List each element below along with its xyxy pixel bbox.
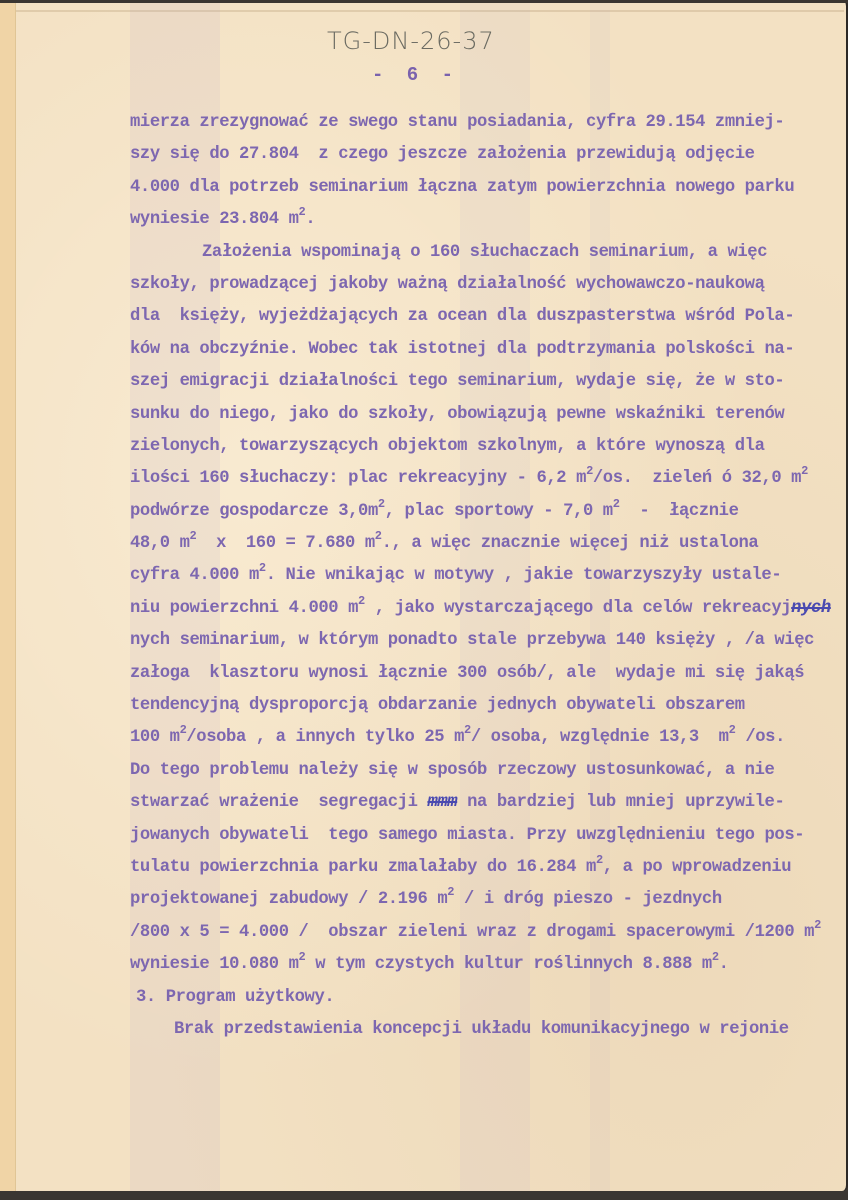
superscript: 2 [358, 593, 365, 608]
text-line [130, 722, 845, 754]
line-text: niu powierzchni 4.000 m [130, 598, 359, 618]
line-text: x 160 = 7.680 m [196, 534, 375, 554]
line-text: 48,0 m [130, 534, 190, 554]
text-line [130, 658, 845, 690]
superscript: 2 [298, 950, 306, 965]
line-text: / osoba, względnie 13,3 m [470, 728, 729, 748]
text-line [130, 204, 845, 236]
superscript: 2 [586, 464, 593, 479]
line-text: tulatu powierzchnia parku zmalałaby do 16.284 m [130, 857, 596, 877]
superscript: 2 [595, 852, 603, 867]
text-line [130, 334, 845, 366]
text-line [130, 431, 845, 463]
typed-body-text [130, 107, 845, 1046]
text-line [130, 755, 845, 787]
line-text: 3. Program użytkowy. [136, 987, 335, 1007]
line-text: zielonych, towarzyszących objektom szkolnym, a które wynoszą dla [130, 436, 765, 456]
line-text: , jako wystarczającego dla celów rekreacyj [364, 598, 792, 618]
text-line [130, 269, 845, 301]
struck-out-word: mmm [427, 793, 458, 813]
superscript: 2 [179, 723, 187, 738]
line-text: wyniesie 23.804 m [130, 210, 299, 230]
line-text: 4.000 dla potrzeb seminarium łączna zatym powierzchnia nowego parku [130, 177, 795, 197]
text-line [130, 917, 845, 949]
line-text: . [718, 955, 729, 975]
line-text: sunku do niego, jako do szkoły, obowiązują pewne wskaźniki terenów [130, 404, 785, 424]
text-line [130, 107, 845, 139]
line-text: wyniesie 10.080 m [130, 955, 299, 975]
line-text: - łącznie [619, 501, 739, 521]
line-text: /os. zieleń ó 32,0 m [592, 469, 802, 489]
line-text: Brak przedstawienia koncepcji układu komunikacyjnego w rejonie [174, 1019, 789, 1039]
superscript: 2 [464, 723, 471, 738]
text-line [130, 593, 845, 625]
text-line [130, 625, 845, 657]
text-line [130, 463, 845, 495]
line-text: szkoły, prowadzącej jakoby ważną działalność wychowawczo-naukową [130, 274, 765, 294]
superscript: 2 [612, 496, 620, 511]
line-text: załoga klasztoru wynosi łącznie 300 osób/, ale wydaje mi się jakąś [130, 663, 805, 683]
text-line [130, 884, 845, 916]
line-text: jowanych obywateli tego samego miasta. Przy uwzględnieniu tego pos- [130, 825, 805, 845]
archive-reference: TG-DN-26-37 [327, 27, 495, 55]
line-text: szej emigracji działalności tego seminarium, wydaje się, że w sto- [130, 372, 785, 392]
superscript: 2 [814, 917, 821, 932]
struck-out-suffix: nych [791, 598, 831, 618]
line-text: , a po wprowadzeniu [602, 857, 792, 877]
line-text: . [305, 210, 316, 230]
superscript: 2 [374, 529, 382, 544]
text-line [130, 496, 845, 528]
text-line [130, 820, 845, 852]
line-text: nych seminarium, w którym ponadto stale przebywa 140 księży , /a więc [130, 631, 815, 651]
text-line [130, 237, 845, 269]
text-line [130, 690, 845, 722]
superscript: 2 [711, 950, 719, 965]
line-text: /800 x 5 = 4.000 / obszar zieleni wraz z drogami spacerowymi /1200 m [130, 922, 815, 942]
line-text: , plac sportowy - 7,0 m [384, 501, 613, 521]
line-text: szy się do 27.804 z czego jeszcze założenia przewidują odjęcie [130, 145, 755, 165]
line-text: /osoba , a innych tylko 25 m [186, 728, 464, 748]
text-line [130, 301, 845, 333]
page-binding-edge [0, 0, 16, 1191]
line-text: tendencyjną dysproporcją obdarzanie jednych obywateli obszarem [130, 696, 745, 716]
line-text: ., a więc znacznie więcej niż ustalona [381, 534, 759, 554]
text-line [130, 399, 845, 431]
text-line [130, 366, 845, 398]
text-line [130, 528, 845, 560]
line-text: na bardziej lub mniej uprzywile- [457, 793, 785, 813]
line-text: /os. [735, 728, 785, 748]
line-text: . Nie wnikając w motywy , jakie towarzyszyły ustale- [265, 566, 782, 586]
line-text: dla księży, wyjeżdżających za ocean dla duszpasterstwa wśród Pola- [130, 307, 795, 327]
line-text: cyfra 4.000 m [130, 566, 259, 586]
superscript: 2 [447, 885, 455, 900]
text-line [130, 172, 845, 204]
superscript: 2 [377, 496, 385, 511]
line-text: ilości 160 słuchaczy: plac rekreacyjny - 6,2 m [130, 469, 587, 489]
superscript: 2 [298, 205, 306, 220]
scanner-edge [0, 0, 848, 3]
line-text: 100 m [130, 728, 180, 748]
line-text: Do tego problemu należy się w sposób rzeczowy ustosunkować, a nie [130, 760, 775, 780]
line-text: / i dróg pieszo - jezdnych [454, 890, 722, 910]
superscript: 2 [801, 464, 808, 479]
line-text: Założenia wspominają o 160 słuchaczach seminarium, a więc [202, 242, 768, 262]
line-text: w tym czystych kultur roślinnych 8.888 m [305, 955, 712, 975]
superscript: 2 [258, 561, 266, 576]
line-text: ków na obczyźnie. Wobec tak istotnej dla podtrzymania polskości na- [130, 339, 795, 359]
line-text: podwórze gospodarcze 3,0m [130, 501, 378, 521]
line-text: projektowanej zabudowy / 2.196 m [130, 890, 448, 910]
text-line [130, 1014, 845, 1046]
line-text: mierza zrezygnować ze swego stanu posiadania, cyfra 29.154 zmniej- [130, 113, 785, 132]
text-line [130, 787, 845, 819]
text-line [130, 852, 845, 884]
page-number: - 6 - [372, 64, 460, 86]
superscript: 2 [728, 723, 736, 738]
text-line [130, 949, 845, 981]
text-line [130, 139, 845, 171]
text-line [130, 560, 845, 592]
line-text: stwarzać wrażenie segregacji [130, 793, 428, 813]
section-heading [130, 982, 845, 1014]
superscript: 2 [189, 529, 197, 544]
